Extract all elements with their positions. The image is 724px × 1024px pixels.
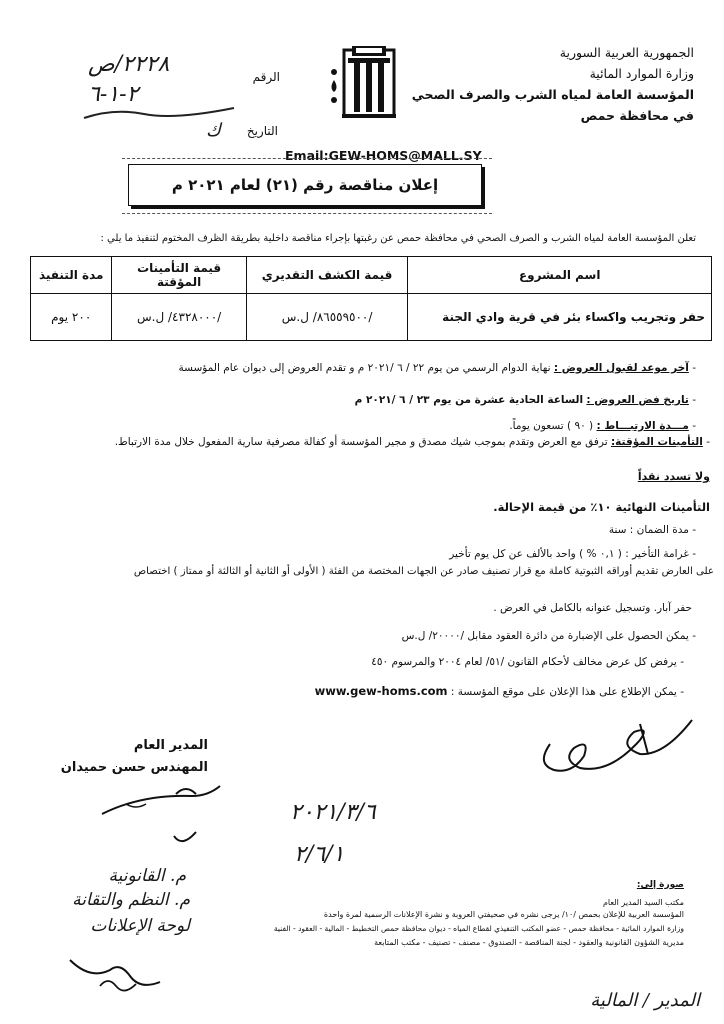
copies-item: وزارة الموارد المائية - محافظة حمص - عضو المكتب التنفيذي لقطاع المياه - ديوان محافظة حمص التخطيط - المالية - العقود - الفنية [273, 924, 684, 933]
deadline-text: نهاية الدوام الرسمي من يوم ٢٢ / ٦ /٢٠٢١ م و تقدم العروض إلى ديوان عام المؤسسة [178, 362, 551, 374]
guarantee-line: - مدة الضمان : سنة [608, 524, 696, 536]
col-duration: مدة التنفيذ [31, 257, 112, 294]
handwritten-date: ك [206, 120, 221, 141]
copies-heading: صورة إلى: [636, 880, 684, 890]
guarantee-text: مدة الضمان : سنة [608, 524, 689, 536]
col-project-name: اسم المشروع [408, 257, 712, 294]
temp-insurance-label: التأمينات المؤقتة: [610, 436, 703, 448]
temp-insurance-line: - التأمينات المؤقتة: ترفق مع العرض وتقدم بموجب شيك مصدق و مجير المؤسسة أو كفالة مصرفية سارية المفعول خلال مدة الارتباط. [114, 436, 710, 448]
commitment-text: ( ٩٠ ) تسعون يوماً. [509, 420, 594, 432]
date-label: التاريخ [246, 124, 278, 138]
commitment-line: - مـــدة الارتبـــاط : ( ٩٠ ) تسعون يوماً. [509, 420, 696, 432]
website-link[interactable]: www.gew-homs.com [314, 684, 448, 698]
letterhead [411, 42, 694, 126]
opening-text: الساعة الحادية عشرة من يوم ٢٣ / ٦ /٢٠٢١ م [354, 394, 584, 406]
final-insurance: التأمينات النهائية ١٠٪ من قيمة الإحالة. [493, 500, 710, 514]
intro-text: تعلن المؤسسة العامة لمياه الشرب و الصرف الصحي في محافظة حمص عن رغبتها بإجراء مناقصة داخلية بطريقة الظرف المختوم لتنفيذ ما يلي : [100, 233, 696, 244]
handwritten-legal-dept: م. القانونية [108, 866, 186, 886]
governorate-name: في محافظة حمص [580, 108, 694, 123]
file-price-text: يمكن الحصول على الإضبارة من دائرة العقود مقابل /٢٠٠٠٠/ ل.س [401, 630, 689, 642]
copies-item: مديرية الشؤون القانونية والعقود - لجنة المناقصة - الصندوق - مصنف - تصنيف - مكتب المتابعة [374, 938, 684, 947]
cell-estimate: /٨٦٥٥٩٥٠٠/ ل.س [246, 294, 408, 341]
col-estimate: قيمة الكشف التقديري [246, 257, 408, 294]
temp-insurance-text: ترفق مع العرض وتقدم بموجب شيك مصدق و مجير المؤسسة أو كفالة مصرفية سارية المفعول خلال مدة الارتباط. [114, 436, 608, 448]
commitment-label: مـــدة الارتبـــاط : [596, 420, 689, 432]
handwritten-ref-sub: ٢-١-٦ [88, 82, 139, 107]
classification-line-2: حفر آبار. وتسجيل عنوانه بالكامل في العرض . [493, 602, 692, 614]
title-box [128, 164, 482, 206]
handwritten-date-middle: ٢٠٢١/٣/٦ [290, 800, 376, 825]
deadline-label: آخر موعد لقبول العروض : [553, 362, 689, 374]
handwritten-mark [96, 780, 226, 830]
handwritten-initials [60, 940, 170, 1000]
tender-table [30, 256, 712, 341]
table-header-row [31, 257, 712, 294]
no-cash-note: ولا تسدد نقداً [637, 470, 710, 483]
file-price-line: - يمكن الحصول على الإضبارة من دائرة العقود مقابل /٢٠٠٠٠/ ل.س [401, 630, 696, 642]
cell-project-name: حفر وتجريب واكساء بئر في قرية وادي الجنة [408, 294, 712, 341]
cell-temp-insurance: /٤٣٢٨٠٠٠/ ل.س [112, 294, 246, 341]
handwritten-tick [170, 826, 200, 856]
handwritten-number-middle: ٢/٦/١ [294, 842, 345, 867]
copies-item: مكتب السيد المدير العام [602, 898, 684, 907]
handwritten-bulletin-board: لوحة الإعلانات [90, 916, 190, 936]
cell-duration: ٢٠٠ يوم [31, 294, 112, 341]
rejection-line: - يرفض كل عرض مخالف لأحكام القانون /٥١/ لعام ٢٠٠٤ والمرسوم ٤٥٠ [371, 656, 684, 668]
opening-line: - تاريخ فض العروض : الساعة الحادية عشرة من يوم ٢٣ / ٦ /٢٠٢١ م [354, 394, 696, 406]
organization-logo [322, 44, 410, 122]
country-name: الجمهورية العربية السورية [559, 45, 694, 60]
ref-label: الرقم [252, 70, 280, 84]
signatory-name: المهندس حسن حميدان [60, 760, 208, 775]
rejection-text: يرفض كل عرض مخالف لأحكام القانون /٥١/ لعام ٢٠٠٤ والمرسوم ٤٥٠ [371, 656, 677, 668]
handwritten-systems-dept: م. النظم والتقانة [72, 890, 190, 910]
col-temp-insurance: قيمة التأمينات المؤقتة [112, 257, 246, 294]
website-line: - يمكن الإطلاع على هذا الإعلان على موقع المؤسسة : www.gew-homs.com [314, 684, 684, 698]
announcement-title: إعلان مناقصة رقم (٢١) لعام ٢٠٢١ م [171, 176, 439, 194]
delay-fine-line: - غرامة التأخير : ( ٠,١ % ) واحد بالألف عن كل يوم تأخير [449, 548, 696, 560]
classification-line-1: على العارض تقديم أوراقه الثبوتية كاملة مع قرار تصنيف صادر عن الجهات المختصة من الفئة ( الأولى أو الثانية أو الثالثة أو ممتاز ) اختصاص [133, 566, 714, 577]
deadline-line: - آخر موعد لقبول العروض : نهاية الدوام الرسمي من يوم ٢٢ / ٦ /٢٠٢١ م و تقدم العروض إلى ديوان عام المؤسسة [178, 362, 696, 374]
handwritten-bottom-note: المدير / المالية [590, 990, 700, 1011]
copies-item: المؤسسة العربية للإعلان بحمص /١٠/ يرجى نشره في صحيفتي العروبة و نشرة الإعلانات الرسمية لمرة واحدة [323, 910, 684, 919]
organization-name: المؤسسة العامة لمياه الشرب والصرف الصحي [411, 87, 694, 102]
signatory-position: المدير العام [133, 738, 208, 753]
delay-fine-text: غرامة التأخير : ( ٠,١ % ) واحد بالألف عن كل يوم تأخير [449, 548, 689, 560]
table-row [31, 294, 712, 341]
signature-scribble [520, 704, 700, 784]
ministry-name: وزارة الموارد المائية [589, 66, 694, 81]
website-text: يمكن الإطلاع على هذا الإعلان على موقع المؤسسة : [450, 686, 677, 698]
opening-label: تاريخ فض العروض : [586, 394, 689, 406]
email-address: Email:GEW-HOMS@MALL.SY [285, 148, 482, 163]
handwritten-ref-number: ٢٢٢٨/ص [88, 52, 170, 77]
